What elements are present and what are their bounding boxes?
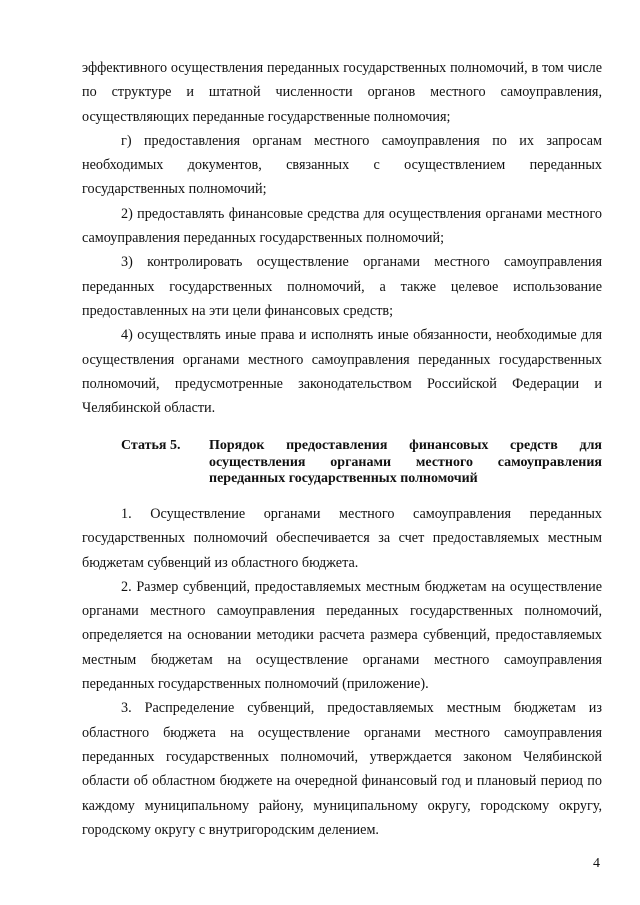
article-number: Статья 5. [121, 438, 181, 454]
paragraph-item-3: 3) контролировать осуществление органами местного самоуправления переданных государственных полномочий, а также целевое использование предоставленных на эти цели финансовых средств; [82, 254, 602, 319]
paragraph-item-g: г) предоставления органам местного самоуправления по их запросам необходимых документов, связанных с осуществлением переданных государственных полномочий; [82, 132, 602, 198]
article-title: Порядок предоставления финансовых средств для осуществления органами местного самоуправления переданных государственных полномочий [209, 438, 602, 487]
article-paragraph-3: 3. Распределение субвенций, предоставляемых местным бюджетам из областного бюджета на осуществление органами местного самоуправления переданных государственных полномочий, утверждается законом Челябинской области об областном бюджете на очередной финансовый год и плановый период по каждому муниципальному району, муниципальному округу, городскому округу, городскому округу с внутригородским делением. [82, 700, 602, 838]
paragraph-continuation: эффективного осуществления переданных государственных полномочий, в том числе по структуре и штатной численности органов местного самоуправления, осуществляющих переданные государственные полномочия; [82, 60, 602, 125]
article-paragraph-1: 1. Осуществление органами местного самоуправления переданных государственных полномочий обеспечивается за счет предоставляемых местным бюджетам субвенций из областного бюджета. [82, 505, 602, 571]
article-paragraph-2: 2. Размер субвенций, предоставляемых местным бюджетам на осуществление органами местного самоуправления переданных государственных полномочий, определяется на основании методики расчета размера субвенций, предоставляемых местным бюджетам на осуществление органами местного самоуправления переданных государственных полномочий (приложение). [82, 578, 602, 693]
article-heading [82, 438, 602, 488]
paragraph-item-2: 2) предоставлять финансовые средства для осуществления органами местного самоуправления переданных государственных полномочий; [82, 205, 602, 247]
document-body [82, 56, 602, 842]
page-number: 4 [593, 856, 600, 871]
paragraph-item-4: 4) осуществлять иные права и исполнять иные обязанности, необходимые для осуществления органами местного самоуправления переданных государственных полномочий, предусмотренные законодательством Российской Федерации и Челябинской области. [82, 327, 602, 417]
